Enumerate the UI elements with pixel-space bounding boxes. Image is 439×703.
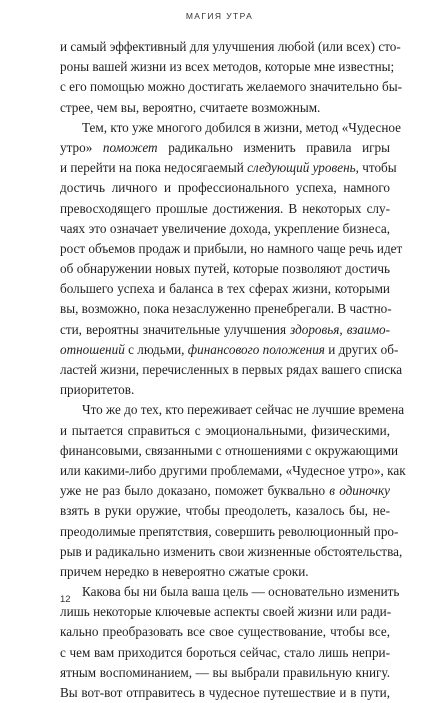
text-segment: сти, вероятны значительные улучшения bbox=[60, 321, 291, 337]
text-line bbox=[60, 562, 390, 582]
text-segment: с людьми, bbox=[124, 341, 188, 357]
text-segment: чаях это означает увеличение дохода, укрепление бизнеса, bbox=[60, 220, 390, 236]
text-line bbox=[60, 219, 390, 239]
running-title: МАГИЯ УТРА bbox=[185, 11, 254, 21]
text-segment: Какова бы ни была ваша цель — основательно изменить bbox=[82, 584, 400, 600]
text-line bbox=[60, 299, 390, 319]
text-segment: ластей жизни, перечисленных в первых рядах вашего списка bbox=[60, 362, 403, 377]
text-segment: радикально изменить правила игры bbox=[157, 139, 390, 155]
text-segment: финансовыми, связанными с отношениями с окружающими bbox=[60, 442, 399, 458]
italic-text: финансового положения bbox=[187, 341, 325, 357]
text-segment: и других об- bbox=[324, 341, 399, 357]
text-line bbox=[60, 178, 390, 198]
text-line bbox=[60, 481, 390, 501]
text-line bbox=[60, 138, 390, 158]
text-segment: Вы вот-вот отправитесь в чудесное путешествие и в пути, bbox=[60, 685, 390, 700]
text-segment: и перейти на пока недосягаемый bbox=[60, 160, 248, 176]
text-line bbox=[60, 259, 390, 279]
text-line bbox=[60, 421, 390, 441]
text-line bbox=[60, 643, 390, 663]
text-line bbox=[60, 461, 406, 481]
text-line bbox=[60, 663, 390, 683]
text-segment: с его помощью можно достигать желаемого значительно бы- bbox=[60, 79, 402, 95]
text-line bbox=[60, 400, 405, 420]
text-segment: лишь некоторые ключевые аспекты своей жизни или ради- bbox=[60, 604, 392, 620]
text-line bbox=[60, 522, 399, 542]
text-segment: превосходящего прошлые достижения. В некоторых слу- bbox=[60, 200, 390, 216]
text-segment: Что же до тех, кто переживает сейчас не лучшие времена bbox=[82, 402, 405, 418]
text-line bbox=[60, 57, 395, 77]
text-segment: ятным воспоминанием, — вы выбрали правильную книгу. bbox=[60, 664, 390, 680]
text-line bbox=[60, 582, 400, 602]
text-segment: большего успеха и баланса в тех сферах жизни, которыми bbox=[60, 281, 390, 297]
italic-text: в одиночку bbox=[329, 483, 390, 499]
text-segment: , чтобы bbox=[355, 160, 397, 176]
text-segment: кально преобразовать все свое существование, чтобы все, bbox=[60, 624, 390, 640]
text-line bbox=[60, 77, 402, 97]
italic-text: отношений bbox=[60, 341, 125, 357]
text-line bbox=[60, 239, 403, 259]
text-line bbox=[60, 441, 399, 461]
text-segment: приоритетов. bbox=[60, 382, 135, 398]
italic-text: следующий уровень bbox=[247, 160, 356, 176]
text-segment: рыв и радикально изменить свои жизненные обстоятельства, bbox=[60, 543, 403, 559]
text-segment: взять в руки оружие, чтобы преодолеть, казалось бы, не- bbox=[60, 503, 390, 519]
text-line bbox=[60, 279, 390, 299]
text-segment: уже не раз было доказано, поможет буквально bbox=[60, 483, 330, 499]
text-line bbox=[60, 158, 397, 178]
italic-text: поможет bbox=[102, 139, 158, 155]
text-line bbox=[60, 360, 403, 380]
text-segment: роны вашей жизни из всех методов, которые мне известны; bbox=[60, 59, 395, 75]
text-segment: и пытается справиться с эмоциональными, физическими, bbox=[60, 422, 390, 438]
text-segment: утро» bbox=[60, 139, 103, 155]
text-line bbox=[60, 542, 403, 562]
italic-text: здоровья, взаимо- bbox=[290, 321, 390, 337]
text-segment: или какими-либо другими проблемами, «Чудесное утро», как bbox=[60, 462, 406, 478]
text-line bbox=[60, 98, 390, 118]
text-line bbox=[60, 37, 401, 57]
text-line bbox=[60, 320, 390, 340]
text-segment: и самый эффективный для улучшения любой (или всех) сто- bbox=[60, 39, 401, 54]
text-segment: Тем, кто уже многого добился в жизни, метод «Чудесное bbox=[82, 119, 402, 135]
text-line bbox=[60, 501, 390, 521]
text-segment: с чем вам приходится бороться сейчас, стало лишь непри- bbox=[60, 644, 390, 660]
text-line bbox=[60, 683, 390, 703]
text-line bbox=[60, 380, 390, 400]
body-text bbox=[60, 37, 406, 703]
text-line bbox=[60, 199, 390, 219]
text-segment: достичь личного и профессионального успеха, намного bbox=[60, 180, 390, 196]
text-segment: рост объемов продаж и прибыли, но намного чаще речь идет bbox=[60, 240, 403, 256]
text-line bbox=[60, 340, 399, 360]
text-segment: преодолимые препятствия, совершить революционный про- bbox=[60, 523, 399, 539]
text-segment: об обнаружении новых путей, которые позволяют достичь bbox=[60, 261, 390, 277]
page-number: 12 bbox=[60, 594, 71, 605]
text-segment: стрее, чем вы, вероятно, считаете возможным. bbox=[60, 99, 321, 115]
text-segment: причем нередко в невероятно сжатые сроки. bbox=[60, 563, 309, 579]
text-line bbox=[60, 118, 402, 138]
text-line bbox=[60, 622, 390, 642]
text-segment: вы, возможно, пока незаслуженно пренебрегали. В частно- bbox=[60, 301, 392, 317]
text-line bbox=[60, 602, 390, 622]
